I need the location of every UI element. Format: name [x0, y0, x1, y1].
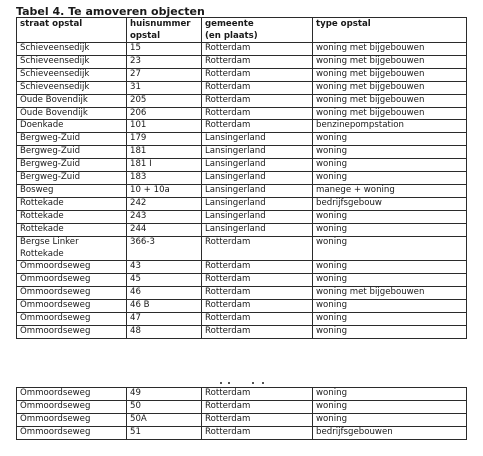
cell-street: Ommoordseweg [17, 274, 127, 287]
cell-street: Ommoordseweg [17, 261, 127, 274]
cell-street: Oude Bovendijk [17, 94, 127, 107]
cell-municipality: Rotterdam [202, 43, 313, 56]
table-row [17, 400, 467, 413]
cell-housenumber: 183 [127, 172, 202, 185]
header-street-line1: straat opstal [20, 19, 83, 29]
cell-street: Bergweg-Zuid [17, 159, 127, 172]
cell-street: Ommoordseweg [17, 287, 127, 300]
table-row [17, 146, 467, 159]
cell-street: Doenkade [17, 120, 127, 133]
table-row [17, 261, 467, 274]
cell-type: woning [313, 274, 467, 287]
cell-housenumber: 46 [127, 287, 202, 300]
table-row [17, 107, 467, 120]
cell-type: woning met bijgebouwen [313, 55, 467, 68]
cell-housenumber: 10 + 10a [127, 184, 202, 197]
cell-type: bedrijfsgebouw [313, 197, 467, 210]
cell-municipality: Lansingerland [202, 133, 313, 146]
cell-housenumber: 179 [127, 133, 202, 146]
cell-type: woning met bijgebouwen [313, 287, 467, 300]
cell-municipality: Rotterdam [202, 55, 313, 68]
cell-street: Ommoordseweg [17, 313, 127, 326]
cell-housenumber: 366-3 [127, 236, 202, 261]
table-row [17, 172, 467, 185]
cell-street: Schieveensedijk [17, 81, 127, 94]
table-row [17, 274, 467, 287]
cell-street: Ommoordseweg [17, 426, 127, 439]
cell-municipality: Rotterdam [202, 287, 313, 300]
table-row [17, 413, 467, 426]
cell-housenumber: 48 [127, 325, 202, 338]
cell-municipality: Rotterdam [202, 388, 313, 401]
cell-municipality: Lansingerland [202, 210, 313, 223]
cell-type: woning [313, 210, 467, 223]
cell-housenumber: 242 [127, 197, 202, 210]
table-row [17, 184, 467, 197]
cell-type: woning [313, 236, 467, 261]
cell-type: bedrijfsgebouwen [313, 426, 467, 439]
cell-housenumber: 27 [127, 68, 202, 81]
header-housenumber-line1: huisnummer [130, 19, 191, 29]
cell-housenumber: 47 [127, 313, 202, 326]
cell-housenumber: 50 [127, 400, 202, 413]
cell-type: woning [313, 400, 467, 413]
cell-type: manege + woning [313, 184, 467, 197]
cell-housenumber: 46 B [127, 300, 202, 313]
table-row [17, 94, 467, 107]
table-row [17, 426, 467, 439]
cell-municipality: Rotterdam [202, 413, 313, 426]
cell-type: woning met bijgebouwen [313, 107, 467, 120]
header-housenumber [127, 18, 202, 43]
cell-type: benzinepompstation [313, 120, 467, 133]
cell-housenumber: 15 [127, 43, 202, 56]
table-row [17, 133, 467, 146]
cell-street: Bergweg-Zuid [17, 172, 127, 185]
cell-housenumber: 49 [127, 388, 202, 401]
table-row [17, 197, 467, 210]
table-row [17, 120, 467, 133]
cell-municipality: Rotterdam [202, 120, 313, 133]
cell-type: woning [313, 388, 467, 401]
table-row [17, 300, 467, 313]
cell-street: Bergweg-Zuid [17, 146, 127, 159]
cell-municipality: Rotterdam [202, 325, 313, 338]
cell-type: woning [313, 146, 467, 159]
cell-housenumber: 181 I [127, 159, 202, 172]
cell-street: Ommoordseweg [17, 413, 127, 426]
cell-municipality: Lansingerland [202, 172, 313, 185]
cell-housenumber: 206 [127, 107, 202, 120]
cell-type: woning [313, 159, 467, 172]
cell-street: Rottekade [17, 210, 127, 223]
cell-street: Oude Bovendijk [17, 107, 127, 120]
cell-municipality: Rotterdam [202, 300, 313, 313]
cell-type: woning met bijgebouwen [313, 68, 467, 81]
cell-street: Schieveensedijk [17, 43, 127, 56]
cell-municipality: Rotterdam [202, 236, 313, 261]
cell-municipality: Rotterdam [202, 94, 313, 107]
cell-housenumber: 23 [127, 55, 202, 68]
cell-type: woning [313, 413, 467, 426]
header-municipality-line1: gemeente [205, 19, 254, 29]
table-row [17, 223, 467, 236]
table-row [17, 388, 467, 401]
cell-type: woning [313, 313, 467, 326]
table-row [17, 159, 467, 172]
objects-table [16, 17, 467, 339]
cell-municipality: Lansingerland [202, 184, 313, 197]
header-municipality-line2: (en plaats) [205, 31, 258, 41]
cell-street: Rottekade [17, 197, 127, 210]
table-row [17, 325, 467, 338]
cell-type: woning [313, 261, 467, 274]
cell-housenumber: 205 [127, 94, 202, 107]
cell-housenumber: 51 [127, 426, 202, 439]
header-housenumber-line2: opstal [130, 31, 161, 41]
cell-street: Rottekade [17, 223, 127, 236]
header-type-line1: type opstal [316, 19, 371, 29]
header-street [17, 18, 127, 43]
cell-type: woning met bijgebouwen [313, 43, 467, 56]
cell-housenumber: 50A [127, 413, 202, 426]
table-row [17, 313, 467, 326]
page-break-marks [0, 382, 483, 384]
cell-street: Bosweg [17, 184, 127, 197]
cell-type: woning [313, 133, 467, 146]
table-header-row [17, 18, 467, 43]
cell-street: Ommoordseweg [17, 325, 127, 338]
cell-municipality: Rotterdam [202, 261, 313, 274]
cell-type: woning [313, 325, 467, 338]
cell-housenumber: 31 [127, 81, 202, 94]
cell-municipality: Rotterdam [202, 313, 313, 326]
cell-housenumber: 181 [127, 146, 202, 159]
cell-housenumber: 101 [127, 120, 202, 133]
cell-municipality: Rotterdam [202, 400, 313, 413]
table-caption: Tabel 4. Te amoveren objecten [16, 5, 205, 18]
cell-type: woning [313, 300, 467, 313]
cell-type: woning [313, 223, 467, 236]
cell-municipality: Rotterdam [202, 426, 313, 439]
cell-housenumber: 43 [127, 261, 202, 274]
cell-street: Bergse Linker Rottekade [17, 236, 127, 261]
cell-municipality: Rotterdam [202, 68, 313, 81]
cell-street: Schieveensedijk [17, 68, 127, 81]
header-municipality [202, 18, 313, 43]
cell-type: woning [313, 172, 467, 185]
table-row [17, 236, 467, 261]
cell-municipality: Lansingerland [202, 159, 313, 172]
cell-municipality: Rotterdam [202, 107, 313, 120]
table-row [17, 287, 467, 300]
cell-municipality: Lansingerland [202, 146, 313, 159]
table-row [17, 55, 467, 68]
cell-street: Ommoordseweg [17, 300, 127, 313]
cell-street: Bergweg-Zuid [17, 133, 127, 146]
cell-housenumber: 243 [127, 210, 202, 223]
table-row [17, 210, 467, 223]
table-row [17, 68, 467, 81]
cell-municipality: Lansingerland [202, 223, 313, 236]
header-type [313, 18, 467, 43]
cell-municipality: Lansingerland [202, 197, 313, 210]
cell-type: woning met bijgebouwen [313, 94, 467, 107]
cell-street: Ommoordseweg [17, 388, 127, 401]
cell-municipality: Rotterdam [202, 274, 313, 287]
cell-housenumber: 45 [127, 274, 202, 287]
table-row [17, 81, 467, 94]
cell-housenumber: 244 [127, 223, 202, 236]
objects-table-continued [16, 387, 467, 440]
cell-type: woning met bijgebouwen [313, 81, 467, 94]
cell-street: Ommoordseweg [17, 400, 127, 413]
cell-street: Schieveensedijk [17, 55, 127, 68]
table-row [17, 43, 467, 56]
cell-municipality: Rotterdam [202, 81, 313, 94]
